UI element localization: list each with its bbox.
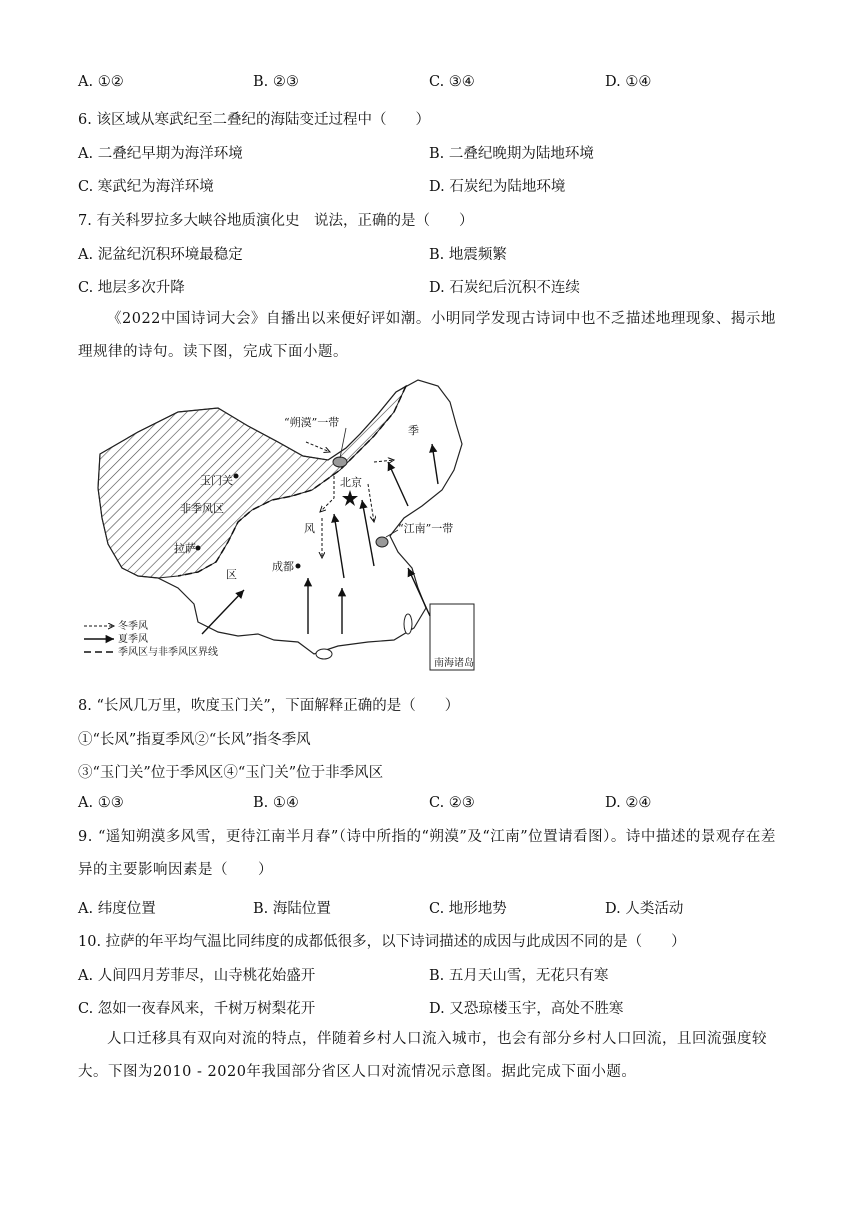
lhasa-label: 拉萨 [174,542,196,555]
legend-boundary: 季风区与非季风区界线 [118,647,218,658]
poetry-intro: 《2022中国诗词大会》自播出以来便好评如潮。小明同学发现古诗词中也不乏描述地理现象、揭示地理规律的诗句。读下图，完成下面小题。 [78,311,776,360]
q8-option-c: C. ②③ [429,795,475,811]
q8-option-d: D. ②④ [605,795,652,811]
chengdu-label: 成都 [272,560,294,573]
q7-option-d: D. 石炭纪后沉积不连续 [429,280,580,296]
q8-option-a: A. ①③ [78,795,124,811]
china-monsoon-map [78,372,480,678]
q9-option-d: D. 人类活动 [605,901,684,917]
q5-option-a: A. ①② [78,74,124,90]
beijing-label: 北京 [340,476,362,489]
q5-option-c: C. ③④ [429,74,475,90]
shuomo-marker [333,457,347,467]
migration-intro: 人口迁移具有双向对流的特点，伴随着乡村人口流入城市，也会有部分乡村人口回流，且回流强度较大。下图为2010 - 2020年我国部分省区人口对流情况示意图。据此完成下面小题。 [78,1031,767,1080]
q7-option-b: B. 地震频繁 [429,247,507,263]
hainan-island [316,649,332,659]
non-monsoon-label: 非季风区 [180,502,224,515]
monsoon-label-qu: 区 [226,568,237,581]
q6-stem: 6. 该区域从寒武纪至二叠纪的海陆变迁过程中（ ） [78,112,430,128]
q9-option-a: A. 纬度位置 [78,901,156,917]
jiangnan-marker [376,537,388,547]
map-legend [84,619,218,658]
q7-stem: 7. 有关科罗拉多大峡谷地质演化史 说法，正确的是（ ） [78,213,474,229]
q7-option-c: C. 地层多次升降 [78,280,185,296]
yumenguan-dot [234,474,239,479]
q8-statement-1: ①“长风”指夏季风②“长风”指冬季风 [78,732,311,748]
q10-option-a: A. 人间四月芳菲尽，山寺桃花始盛开 [78,968,316,984]
q9-option-b: B. 海陆位置 [253,901,331,917]
inset-label: 南海诸岛 [434,658,474,669]
monsoon-label-feng: 风 [304,522,315,535]
q6-option-c: C. 寒武纪为海洋环境 [78,179,214,195]
q8-stem: 8. “长风几万里，吹度玉门关”，下面解释正确的是（ ） [78,698,460,714]
q6-option-a: A. 二叠纪早期为海洋环境 [78,146,243,162]
q10-option-d: D. 又恐琼楼玉宇，高处不胜寒 [429,1001,624,1017]
q5-option-d: D. ①④ [605,74,652,90]
q5-option-b: B. ②③ [253,74,299,90]
yumenguan-label: 玉门关 [200,474,233,487]
q7-option-a: A. 泥盆纪沉积环境最稳定 [78,247,243,263]
q6-option-d: D. 石炭纪为陆地环境 [429,179,566,195]
legend-summer: 夏季风 [118,634,148,645]
lhasa-dot [196,546,201,551]
q6-option-b: B. 二叠纪晚期为陆地环境 [429,146,594,162]
q10-option-c: C. 忽如一夜春风来，千树万树梨花开 [78,1001,316,1017]
monsoon-label-ji: 季 [408,424,419,437]
q8-statement-2: ③“玉门关”位于季风区④“玉门关”位于非季风区 [78,765,384,781]
legend-winter: 冬季风 [118,621,148,632]
q9-stem: 9. “遥知朔漠多风雪，更待江南半月春”（诗中所指的“朔漠”及“江南”位置请看图）。诗中描述的景观存在差异的主要影响因素是（ ） [78,829,776,878]
chengdu-dot [296,564,301,569]
shuomo-label: “朔漠”一带 [284,416,340,429]
q8-option-b: B. ①④ [253,795,299,811]
q9-option-c: C. 地形地势 [429,901,507,917]
q10-option-b: B. 五月天山雪，无花只有寒 [429,968,609,984]
taiwan-island [404,614,412,634]
q10-stem: 10. 拉萨的年平均气温比同纬度的成都低很多，以下诗词描述的成因与此成因不同的是（ ） [78,934,686,950]
jiangnan-label: “江南”一带 [398,522,454,535]
